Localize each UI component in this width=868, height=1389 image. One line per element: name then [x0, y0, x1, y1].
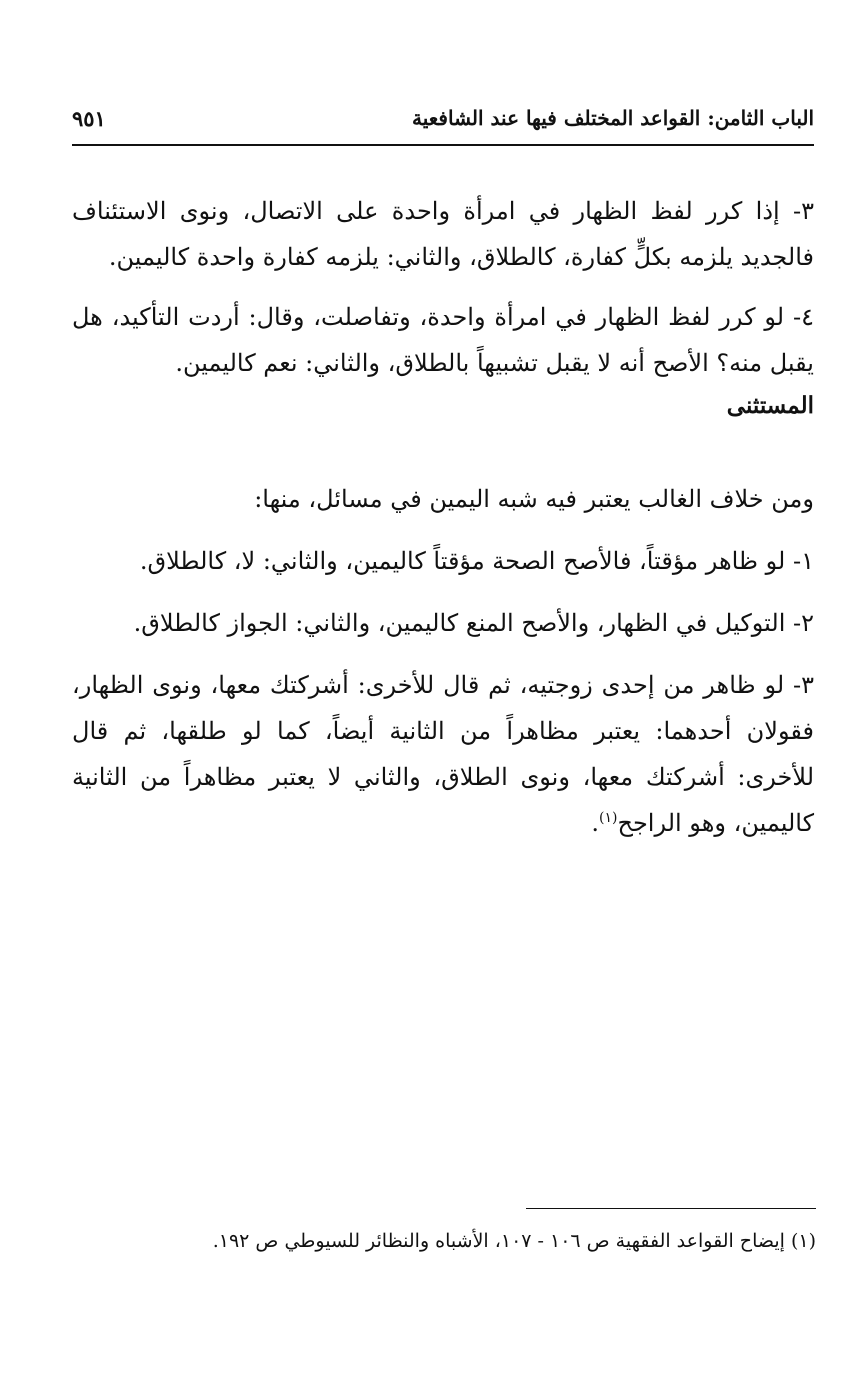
paragraph-item-4: ٤- لو كرر لفظ الظهار في امرأة واحدة، وتفاصلت، وقال: أردت التأكيد، هل يقبل منه؟ الأصح أنه لا يقبل تشبيهاً بالطلاق، والثاني: نعم كاليمين.: [72, 303, 814, 377]
exception-item-3: [72, 662, 814, 846]
exception-item-2: ٢- التوكيل في الظهار، والأصح المنع كاليمين، والثاني: الجواز كالطلاق.: [133, 609, 814, 637]
page-number: ٩٥١: [72, 106, 106, 131]
chapter-title: الباب الثامن: القواعد المختلف فيها عند الشافعية: [412, 106, 814, 130]
section-heading: المستثنى: [726, 392, 814, 419]
running-header: [72, 104, 814, 146]
exception-item-3-text: ٣- لو ظاهر من إحدى زوجتيه، ثم قال للأخرى: أشركتك معها، ونوى الظهار، فقولان أحدهما: يعتبر مظاهراً من الثانية أيضاً، كما لو طلقها، ثم قال للأخرى: أشركتك معها، ونوى الطلاق، والثاني لا يعتبر مظاهراً من الثانية كاليمين، وهو الراجح: [72, 671, 814, 837]
footnote: (١) إيضاح القواعد الفقهية ص ١٠٦ - ١٠٧، الأشباه والنظائر للسيوطي ص ١٩٢.: [212, 1230, 816, 1252]
footnote-reference: (١): [598, 810, 618, 826]
footnote-divider: [526, 1208, 816, 1209]
exception-item-3-ending: .: [591, 809, 599, 837]
section-intro: ومن خلاف الغالب يعتبر فيه شبه اليمين في مسائل، منها:: [254, 485, 814, 513]
paragraph-item-3: ٣- إذا كرر لفظ الظهار في امرأة واحدة على الاتصال، ونوى الاستئناف فالجديد يلزمه بكلٍّ كفارة، كالطلاق، والثاني: يلزمه كفارة واحدة كاليمين.: [72, 197, 814, 271]
exception-item-1: ١- لو ظاهر مؤقتاً، فالأصح الصحة مؤقتاً كاليمين، والثاني: لا، كالطلاق.: [139, 547, 814, 575]
